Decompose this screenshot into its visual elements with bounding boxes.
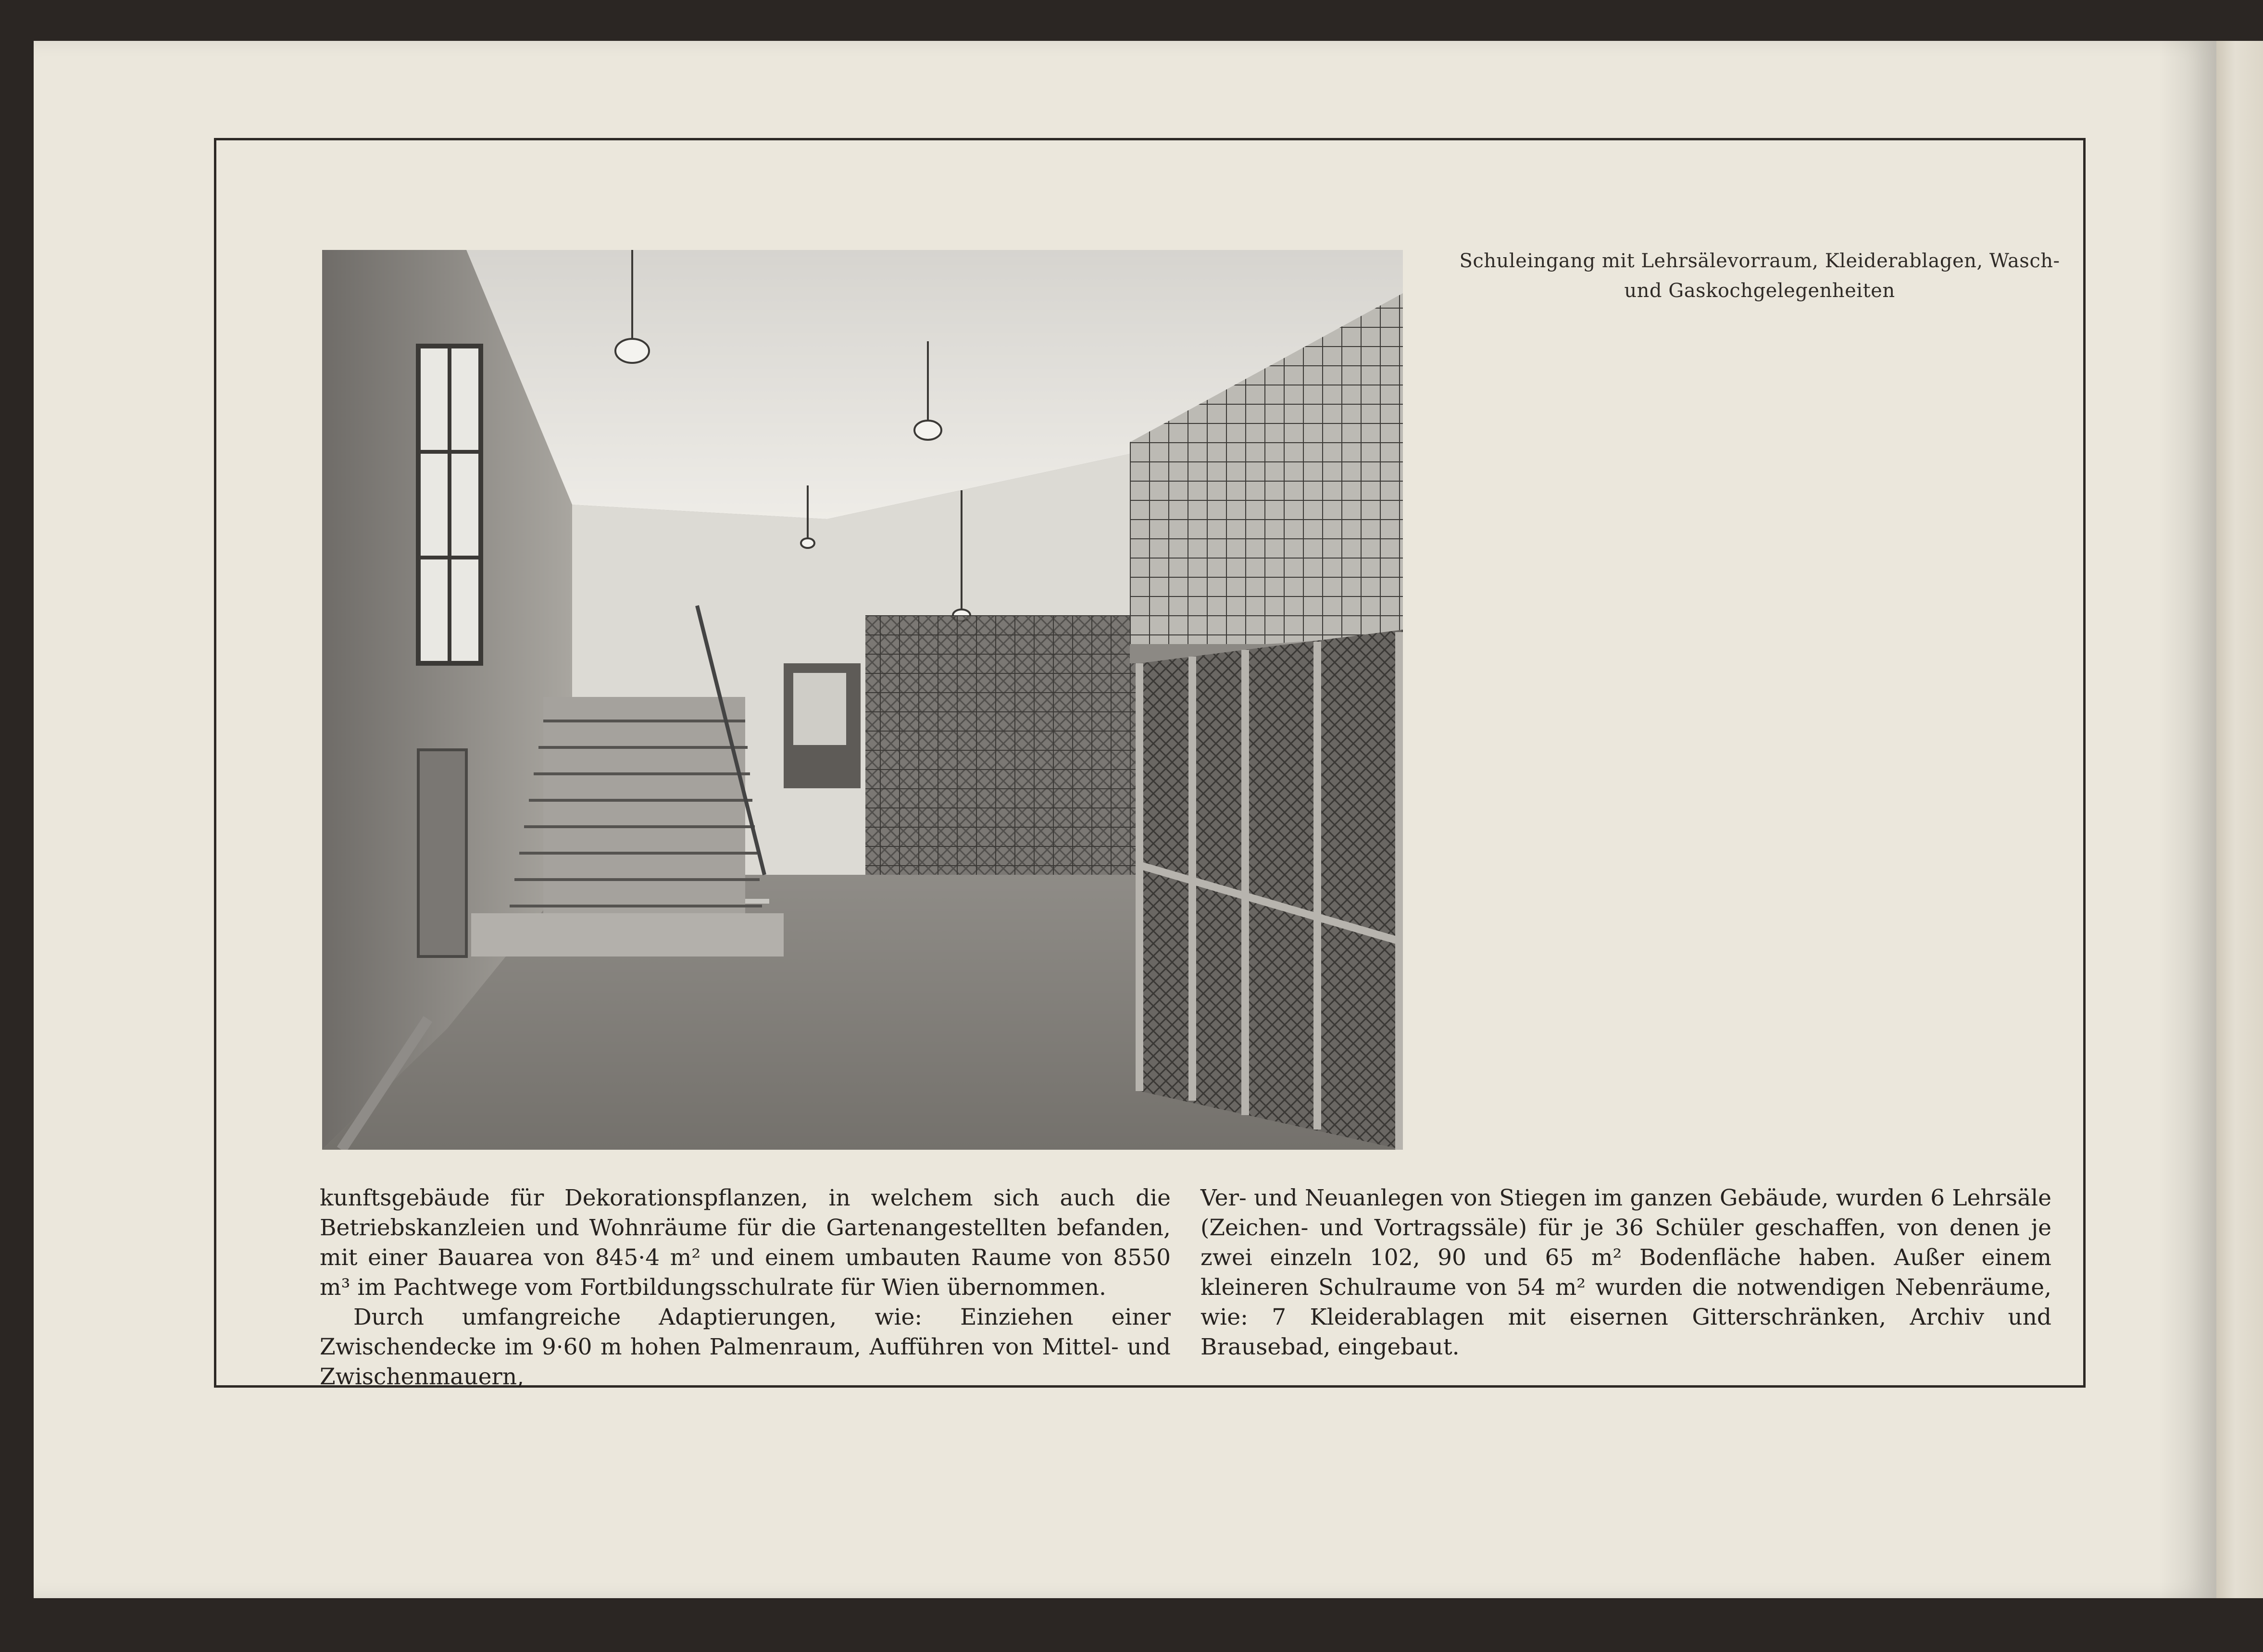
paragraph: Ver- und Neuanlegen von Stiegen im ganzen Gebäude, wurden 6 Lehrsäle (Zeichen- und Vortragssäle) für je 36 Schüler geschaffen, von denen je zwei einzeln 102, 90 und 65 m² Bodenfläche haben. Außer einem kleineren Schulraume von 54 m² wurden die notwendigen Nebenräume, wie: 7 Kleiderablagen mit eisernen Gitterschränken, Archiv und Brausebad, eingebaut.	[1200, 1185, 2051, 1360]
photo-caption	[1457, 246, 2063, 306]
hallway-photograph	[322, 250, 1403, 1150]
wardrobe-cage	[1130, 293, 1403, 1150]
paragraph: kunftsgebäude für Dekorationspflanzen, in welchem sich auch die Betriebskanzleien und Wohnräume für die Gartenangestellten befanden, mit einer Bauarea von 845·4 m² und einem umbauten Raume von 8550 m³ im Pachtwege vom Fortbildungsschulrate für Wien übernommen.	[320, 1185, 1171, 1301]
text-column-left	[320, 1183, 1171, 1392]
facing-page-edge	[2216, 41, 2263, 1598]
page-gutter-shadow	[2159, 41, 2216, 1598]
text-column-right	[1200, 1183, 2051, 1362]
caption-line-1: Schuleingang mit Lehrsälevorraum, Kleiderablagen, Wasch-	[1459, 250, 2060, 272]
paragraph: Durch umfangreiche Adaptierungen, wie: Einziehen einer Zwischendecke im 9·60 m hohen Palmenraum, Aufführen von Mittel- und Zwischenmauern,	[320, 1304, 1171, 1390]
hallway-photograph-drawing	[322, 250, 1403, 1150]
caption-line-2: und Gaskochgelegenheiten	[1624, 280, 1895, 302]
